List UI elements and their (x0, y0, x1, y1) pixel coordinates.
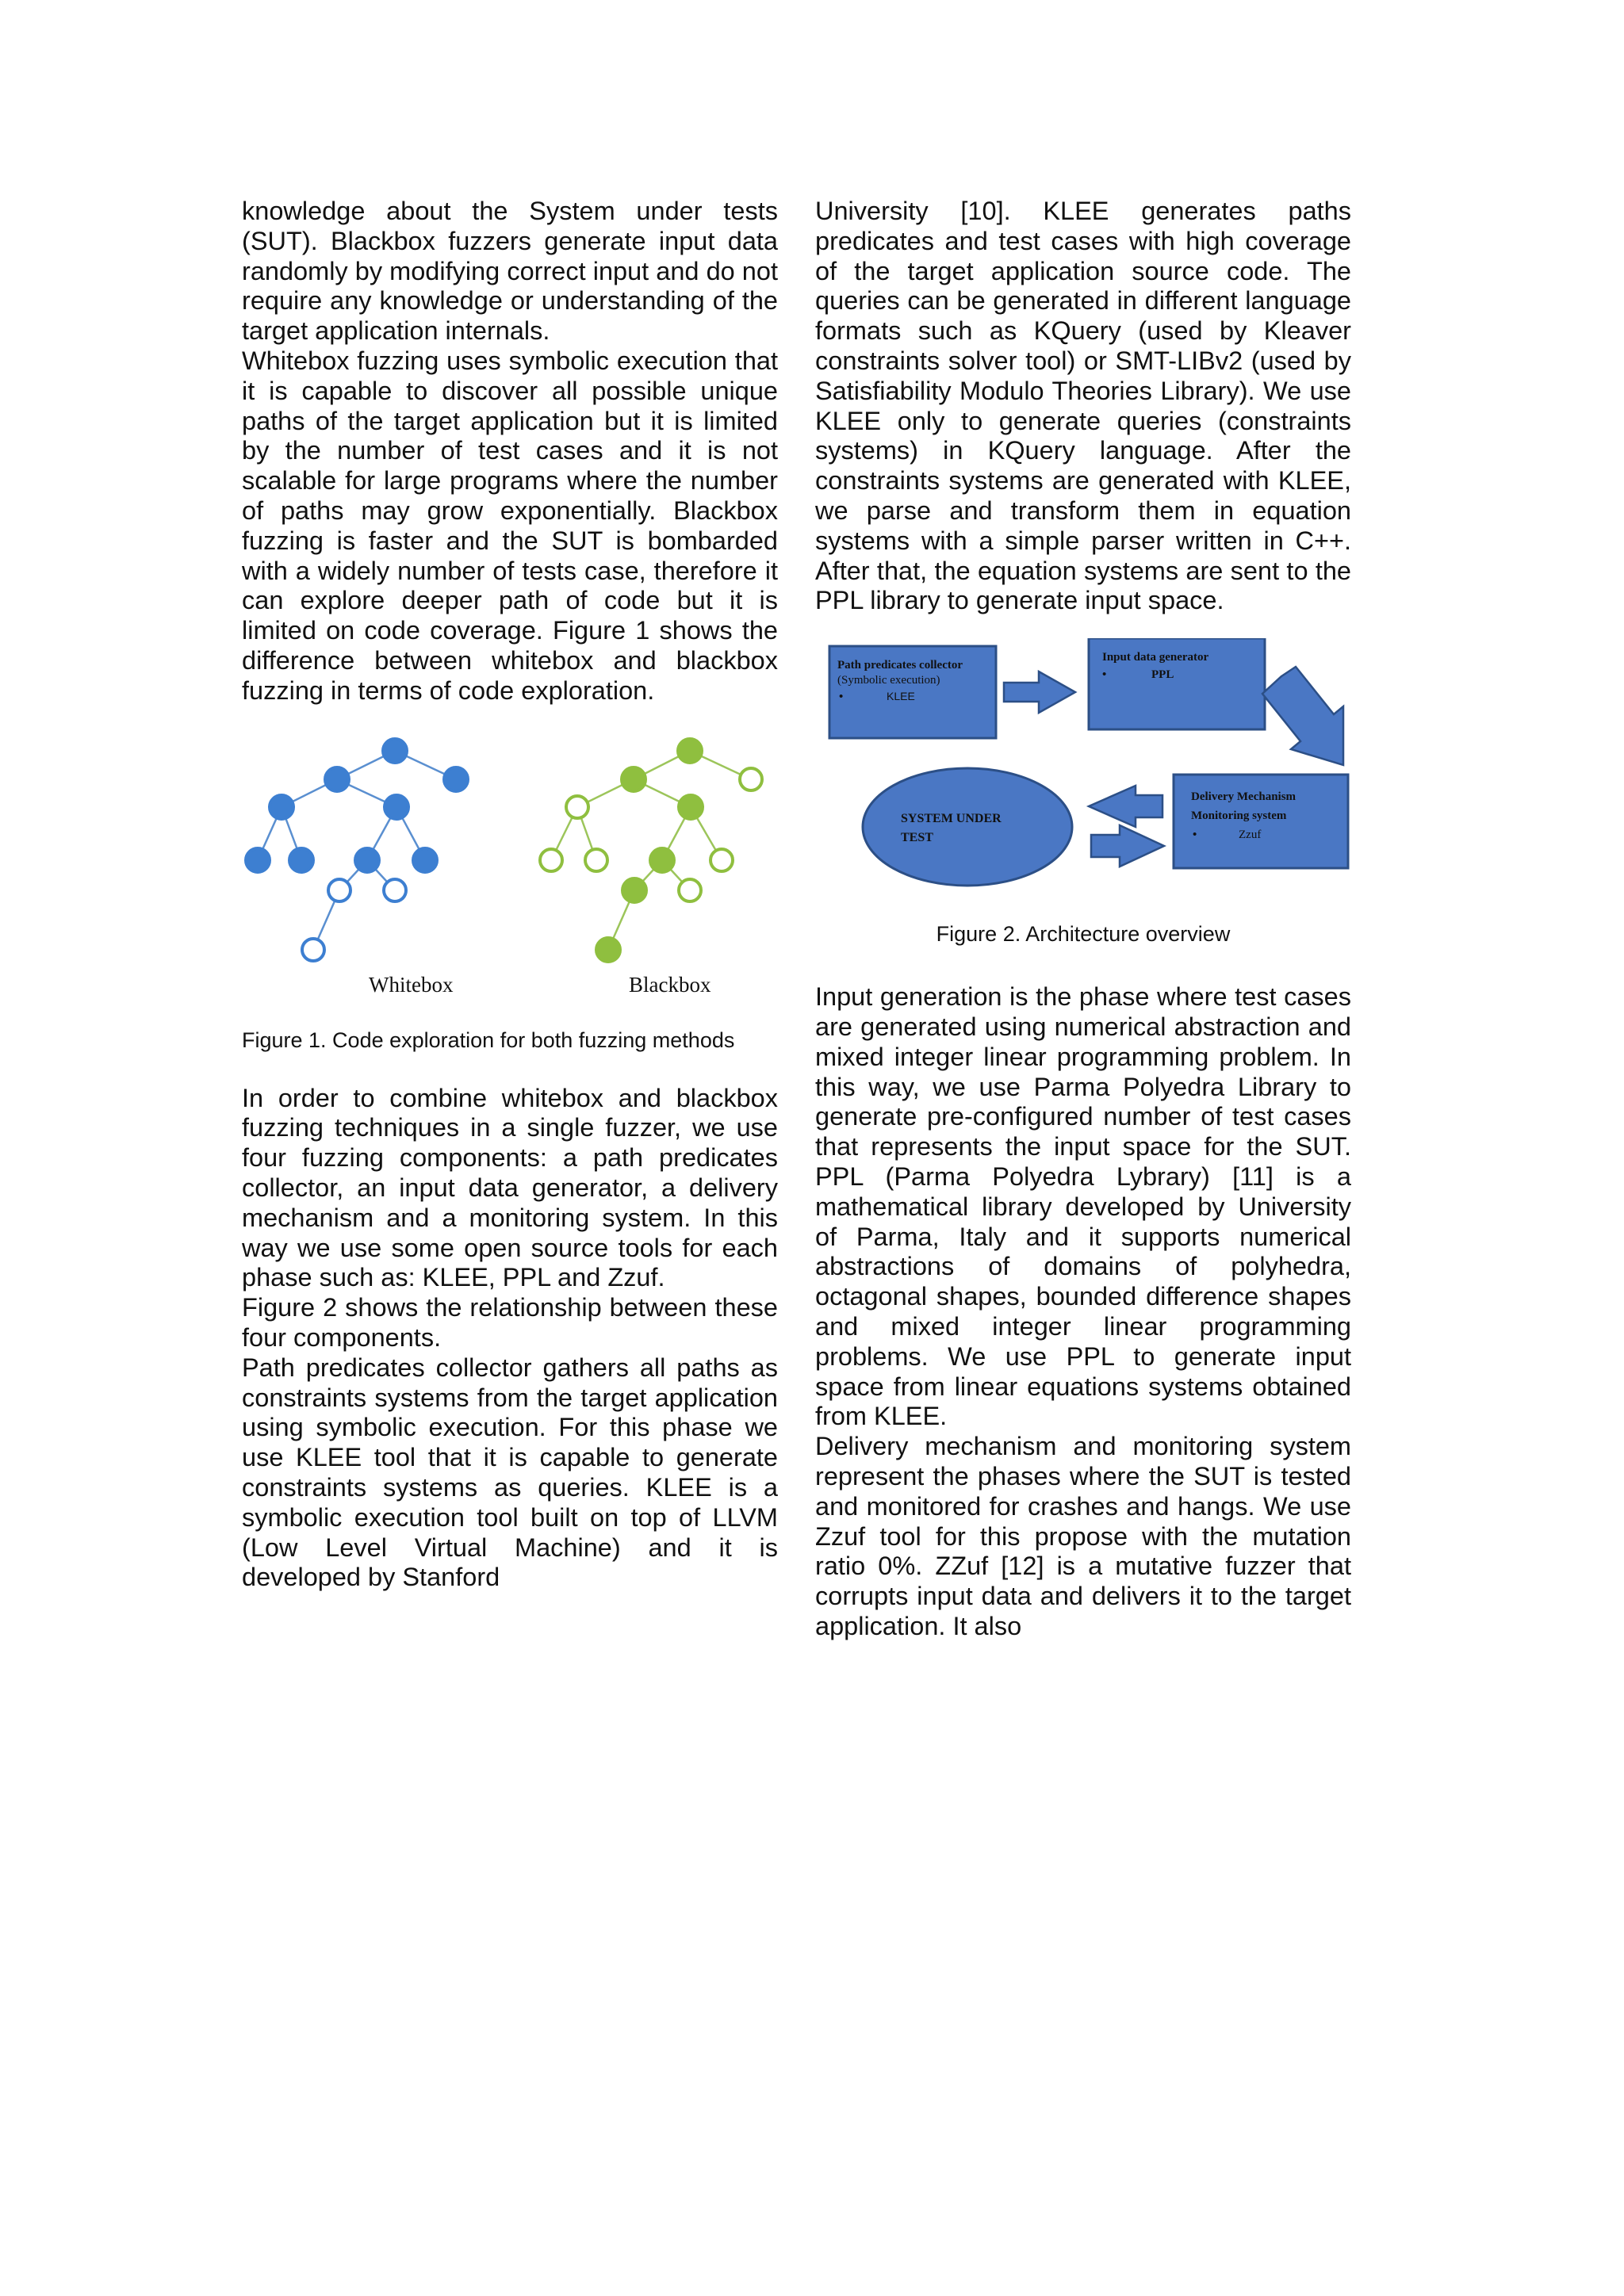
paragraph: Whitebox fuzzing uses symbolic execution that it is capable to discover all possible unique paths of the target application but it is limited by the number of test cases and it is not scalable for large programs where the number of paths may grow exponentially. Blackbox fuzzing is faster and the SUT is bombarded with a widely number of tests case, therefore it can explore deeper path of code but it is limited on code coverage. Figure 1 shows the difference between whitebox and blackbox fuzzing in terms of code exploration. (242, 346, 778, 705)
box3-title-line2: Monitoring system (1191, 809, 1287, 823)
box2-bullet: PPL (1151, 668, 1174, 682)
arrow-down-right-icon (1262, 667, 1343, 765)
paragraph: In order to combine whitebox and blackbox fuzzing techniques in a single fuzzer, we use four fuzzing components: a path predicates collector, an input data generator, a delivery mechanism and a monitoring system. In this way we use some open source tools for each phase such as: KLEE, PPL and Zzuf. (242, 1083, 778, 1292)
paragraph: Input generation is the phase where test cases are generated using numerical abstraction and mixed integer linear programming problem. In this way, we use Parma Polyedra Library to generate pre-configured number of test cases that represents the input space for the SUT. PPL (Parma Polyedra Lybrary) [11] is a mathematical library developed by University of Parma, Italy and it supports numerical abstractions of domains of polyhedra, octagonal shapes, bounded difference shapes and mixed integer linear programming problems. We use PPL to generate input space from linear equations systems obtained from KLEE. (815, 982, 1351, 1431)
whitebox-nodes (246, 739, 468, 961)
blackbox-node (622, 878, 646, 902)
blackbox-node (678, 739, 702, 763)
blackbox-node-unvisited (540, 849, 562, 871)
blackbox-node-unvisited (710, 849, 733, 871)
box1-title: Path predicates collector (837, 659, 963, 672)
blackbox-node (596, 938, 620, 962)
whitebox-node-unvisited (384, 879, 406, 901)
arrow-right-icon (1004, 672, 1075, 713)
blackbox-node (650, 848, 674, 872)
blackbox-nodes (540, 739, 762, 962)
system-under-test-ellipse (863, 768, 1072, 886)
whitebox-node (289, 848, 313, 872)
sut-line1: SYSTEM UNDER (901, 812, 1002, 826)
sut-line2: TEST (901, 831, 933, 845)
arrow-left-icon (1089, 786, 1162, 827)
whitebox-node (270, 795, 293, 819)
box3-bullet: Zzuf (1239, 828, 1262, 842)
blackbox-node (622, 767, 645, 791)
left-column (242, 197, 778, 1593)
box1-bullet: KLEE (887, 690, 915, 703)
figure-2-caption: Figure 2. Architecture overview (936, 922, 1231, 947)
blackbox-label: Blackbox (629, 972, 711, 997)
box2-bullet-icon: • (1102, 668, 1107, 682)
blackbox-node (679, 795, 703, 819)
figure-1 (242, 732, 778, 1001)
right-column (815, 197, 1351, 1642)
paragraph: University [10]. KLEE generates paths predicates and test cases with high coverage of the target application source code. The queries can be generated in different language formats such as KQuery (used by Kleaver constraints solver tool) or SMT-LIBv2 (used by Satisfiability Modulo Theories Library). We use KLEE only to generate queries (constraints systems) in KQuery language. After the constraints systems are generated with KLEE, we parse and transform them in equation systems with a simple parser written in C++. After that, the equation systems are sent to the PPL library to generate input space. (815, 197, 1351, 615)
arrow-right-icon (1091, 825, 1164, 867)
figure-2 (815, 638, 1351, 908)
box2-title: Input data generator (1102, 651, 1209, 664)
box3-bullet-icon: • (1193, 828, 1197, 842)
figure-1-trees (242, 732, 778, 1001)
blackbox-node-unvisited (740, 768, 762, 790)
paragraph: knowledge about the System under tests (SUT). Blackbox fuzzers generate input data randomly by modifying correct input and do not require any knowledge or understanding of the target application internals. (242, 197, 778, 346)
blackbox-node-unvisited (566, 796, 588, 818)
whitebox-node-unvisited (328, 879, 350, 901)
box3-title-line1: Delivery Mechanism (1191, 790, 1297, 804)
whitebox-node (383, 739, 407, 763)
whitebox-label: Whitebox (369, 972, 454, 997)
paragraph: Delivery mechanism and monitoring system represent the phases where the SUT is tested and monitored for crashes and hangs. We use Zzuf tool for this propose with the mutation ratio 0%. ZZuf [12] is a mutative fuzzer that corrupts input data and delivers it to the target application. It also (815, 1432, 1351, 1640)
blackbox-node-unvisited (585, 849, 607, 871)
whitebox-node (246, 848, 270, 872)
whitebox-node (355, 848, 379, 872)
whitebox-node (325, 767, 349, 791)
figure-1-caption: Figure 1. Code exploration for both fuzzing methods (242, 1027, 735, 1052)
whitebox-node-unvisited (302, 939, 324, 961)
blackbox-node-unvisited (679, 879, 701, 901)
box1-subtitle: (Symbolic execution) (837, 674, 940, 687)
whitebox-node (385, 795, 408, 819)
paragraph: Figure 2 shows the relationship between these four components. (242, 1293, 778, 1352)
box1-bullet-icon: • (839, 690, 844, 704)
whitebox-node (413, 848, 437, 872)
whitebox-node (444, 767, 468, 791)
architecture-diagram (815, 638, 1351, 908)
paragraph: Path predicates collector gathers all paths as constraints systems from the target application using symbolic execution. For this phase we use KLEE tool that it is capable to generate constraints systems as queries. KLEE is a symbolic execution tool built on top of LLVM (Low Level Virtual Machine) and it is developed by Stanford (242, 1353, 778, 1592)
